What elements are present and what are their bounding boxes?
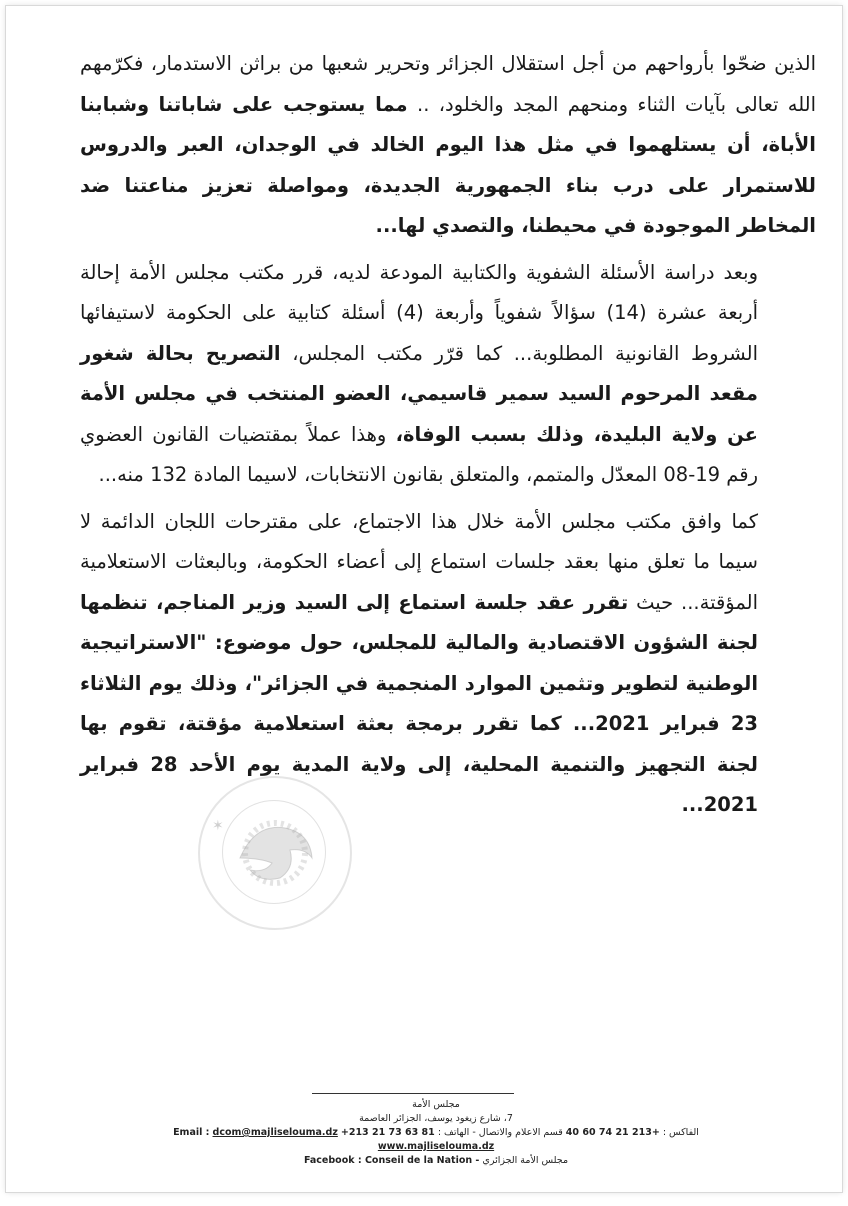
paragraph-2-text-1: وبعد دراسة الأسئلة الشفوية والكتابية المودعة لديه، قرر مكتب مجلس الأمة إحالة أربعة عشرة (14) سؤالاً شفوياً وأربعة (4) أسئلة كتابية على الحكومة لاستيفائها الشروط القانونية المطلوبة... كما قرّر مكتب المجلس، (80, 260, 758, 365)
document-page (6, 6, 842, 1192)
footer-org: مجلس الأمة (412, 1099, 460, 1110)
paragraph-2 (80, 253, 816, 496)
paragraph-1-bold-rest: وشبابنا الأباة، أن يستلهموا في مثل هذا اليوم الخالد في الوجدان، العبر والدروس للاستمرار على درب بناء الجمهورية الجديدة، ومواصلة تعزيز مناعتنا ضد المخاطر الموجودة في محيطنا، والتصدي لها... (80, 92, 816, 237)
footer-phone-label: قسم الاعلام والاتصال - الهاتف : (437, 1127, 563, 1138)
footer-contacts (156, 1126, 716, 1140)
official-seal (198, 776, 352, 930)
footer-fax: +213 21 74 60 40 (565, 1127, 660, 1138)
paragraph-1-line-1: الذين ضحّوا بأرواحهم من أجل استقلال الجزائر وتحرير شعبها من براثن الاستدمار، (150, 52, 817, 75)
svg-text:✶: ✶ (212, 818, 224, 834)
paragraph-3 (80, 502, 816, 826)
footer-fax-label: الفاكس : (662, 1127, 699, 1138)
footer-separator (312, 1093, 514, 1094)
paragraph-1 (80, 44, 816, 247)
footer-phone: +213 21 73 63 81 (340, 1127, 435, 1138)
footer (156, 1098, 716, 1168)
footer-website-link[interactable]: www.majliselouma.dz (377, 1141, 495, 1152)
paragraph-3-text-1: كما وافق مكتب مجلس الأمة خلال هذا الاجتماع، على مقترحات اللجان الدائمة لا سيما ما تعلق منها بعقد جلسات استماع إلى أعضاء الحكومة، وبالبعثات الاستعلامية المؤقتة... حيث (80, 509, 758, 614)
footer-facebook-row (156, 1154, 716, 1168)
footer-facebook-label: Facebook : Conseil de la Nation - (303, 1155, 480, 1166)
document-body (80, 44, 816, 826)
official-seal-emblem (200, 778, 350, 928)
paragraph-3-bold: تقرر عقد جلسة استماع إلى السيد وزير المناجم، تنظمها لجنة الشؤون الاقتصادية والمالية للمجلس، حول موضوع: "الاستراتيجية الوطنية لتطوير وتثمين الموارد المنجمية في الجزائر"، وذلك يوم الثلاثاء 23 فبراير 2021... كما تقرر برمجة بعثة استعلامية مؤقتة، تقوم بها لجنة التجهيز والتنمية المحلية، إلى ولاية المدية يوم الأحد 28 فبراير 2021... (80, 590, 758, 816)
footer-email-link[interactable]: dcom@majliselouma.dz (212, 1127, 338, 1138)
footer-address: 7، شارع زيغود يوسف، الجزائر العاصمة (359, 1113, 513, 1124)
footer-facebook-name[interactable]: مجلس الأمة الجزائري (482, 1155, 569, 1166)
footer-website-row (156, 1140, 716, 1154)
footer-email-label: Email : (173, 1127, 210, 1138)
paragraph-2-bold: التصريح بحالة شغور مقعد المرحوم السيد سمير قاسيمي، العضو المنتخب في مجلس الأمة عن ولاية البليدة، وذلك بسبب الوفاة، (80, 341, 758, 446)
paragraph-1-line-2: فكرّمهم الله تعالى بآيات الثناء ومنحهم المجد والخلود، .. (80, 52, 817, 116)
paragraph-2-text-2: وهذا عملاً بمقتضيات القانون العضوي رقم 19-08 المعدّل والمتمم، والمتعلق بقانون الانتخابات، لاسيما المادة 132 منه... (80, 422, 758, 486)
paragraph-1-line-2-bold: مما يستوجب على شاباتنا (158, 92, 408, 116)
